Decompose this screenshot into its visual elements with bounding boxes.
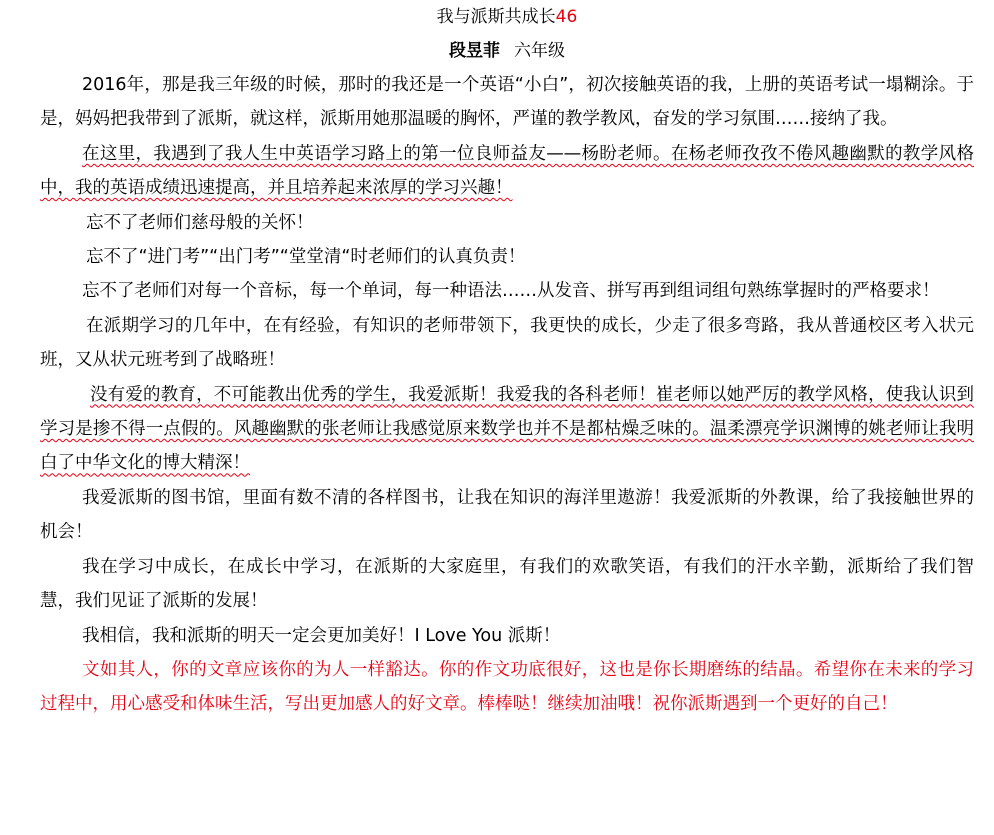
paragraph-9: 我在学习中成长，在成长中学习，在派斯的大家庭里，有我们的欢歌笑语，有我们的汗水辛勤，派斯给了我们智慧，我们见证了派斯的发展！	[40, 556, 974, 612]
essay-title	[40, 6, 974, 28]
paragraph-7	[40, 378, 974, 481]
teacher-comment: 文如其人，你的文章应该你的为人一样豁达。你的作文功底很好，这也是你长期磨练的结晶。希望你在未来的学习过程中，用心感受和体味生活，写出更加感人的好文章。棒棒哒！继续加油哦！祝你派斯遇到一个更好的自己！	[40, 659, 974, 715]
paragraph-3: 忘不了老师们慈母般的关怀！	[86, 212, 314, 233]
author-line	[40, 40, 974, 62]
paragraph-4: 忘不了“进门考”“出门考”“堂堂清“时老师们的认真负责！	[86, 247, 526, 268]
title-number: 46	[555, 7, 578, 27]
author-grade: 六年级	[514, 41, 565, 61]
paragraph-6: 在派期学习的几年中，在有经验，有知识的老师带领下，我更快的成长，少走了很多弯路，我从普通校区考入状元班，又从状元班考到了战略班！	[40, 315, 974, 371]
paragraph-2-text: 在这里，我遇到了我人生中英语学习路上的第一位良师益友——杨盼老师。在杨老师孜孜不倦风趣幽默的教学风格中，我的英语成绩迅速提高，并且培养起来浓厚的学习兴趣！	[40, 143, 974, 199]
author-name: 段昱菲	[449, 41, 500, 61]
paragraph-8: 我爱派斯的图书馆，里面有数不清的各样图书，让我在知识的海洋里遨游！我爱派斯的外教课，给了我接触世界的机会！	[40, 487, 974, 543]
title-text: 我与派斯共成长	[436, 7, 556, 27]
paragraph-7-text: 没有爱的教育，不可能教出优秀的学生，我爱派斯！我爱我的各科老师！崔老师以她严厉的教学风格，使我认识到学习是掺不得一点假的。风趣幽默的张老师让我感觉原来数学也并不是都枯燥乏味的。温柔漂亮学识渊博的姚老师让我明白了中华文化的博大精深！	[40, 384, 974, 474]
paragraph-5: 忘不了老师们对每一个音标，每一个单词，每一种语法……从发音、拼写再到组词组句熟练掌握时的严格要求！	[82, 281, 940, 302]
paragraph-2	[40, 137, 974, 206]
document	[40, 0, 974, 722]
paragraph-1: 2016年，那是我三年级的时候，那时的我还是一个英语“小白”，初次接触英语的我，上册的英语考试一塌糊涂。于是，妈妈把我带到了派斯，就这样，派斯用她那温暖的胸怀，严谨的教学教风，奋发的学习氛围……接纳了我。	[40, 75, 974, 130]
paragraph-10: 我相信，我和派斯的明天一定会更加美好！I Love You 派斯！	[82, 625, 561, 646]
essay-body	[40, 68, 974, 722]
